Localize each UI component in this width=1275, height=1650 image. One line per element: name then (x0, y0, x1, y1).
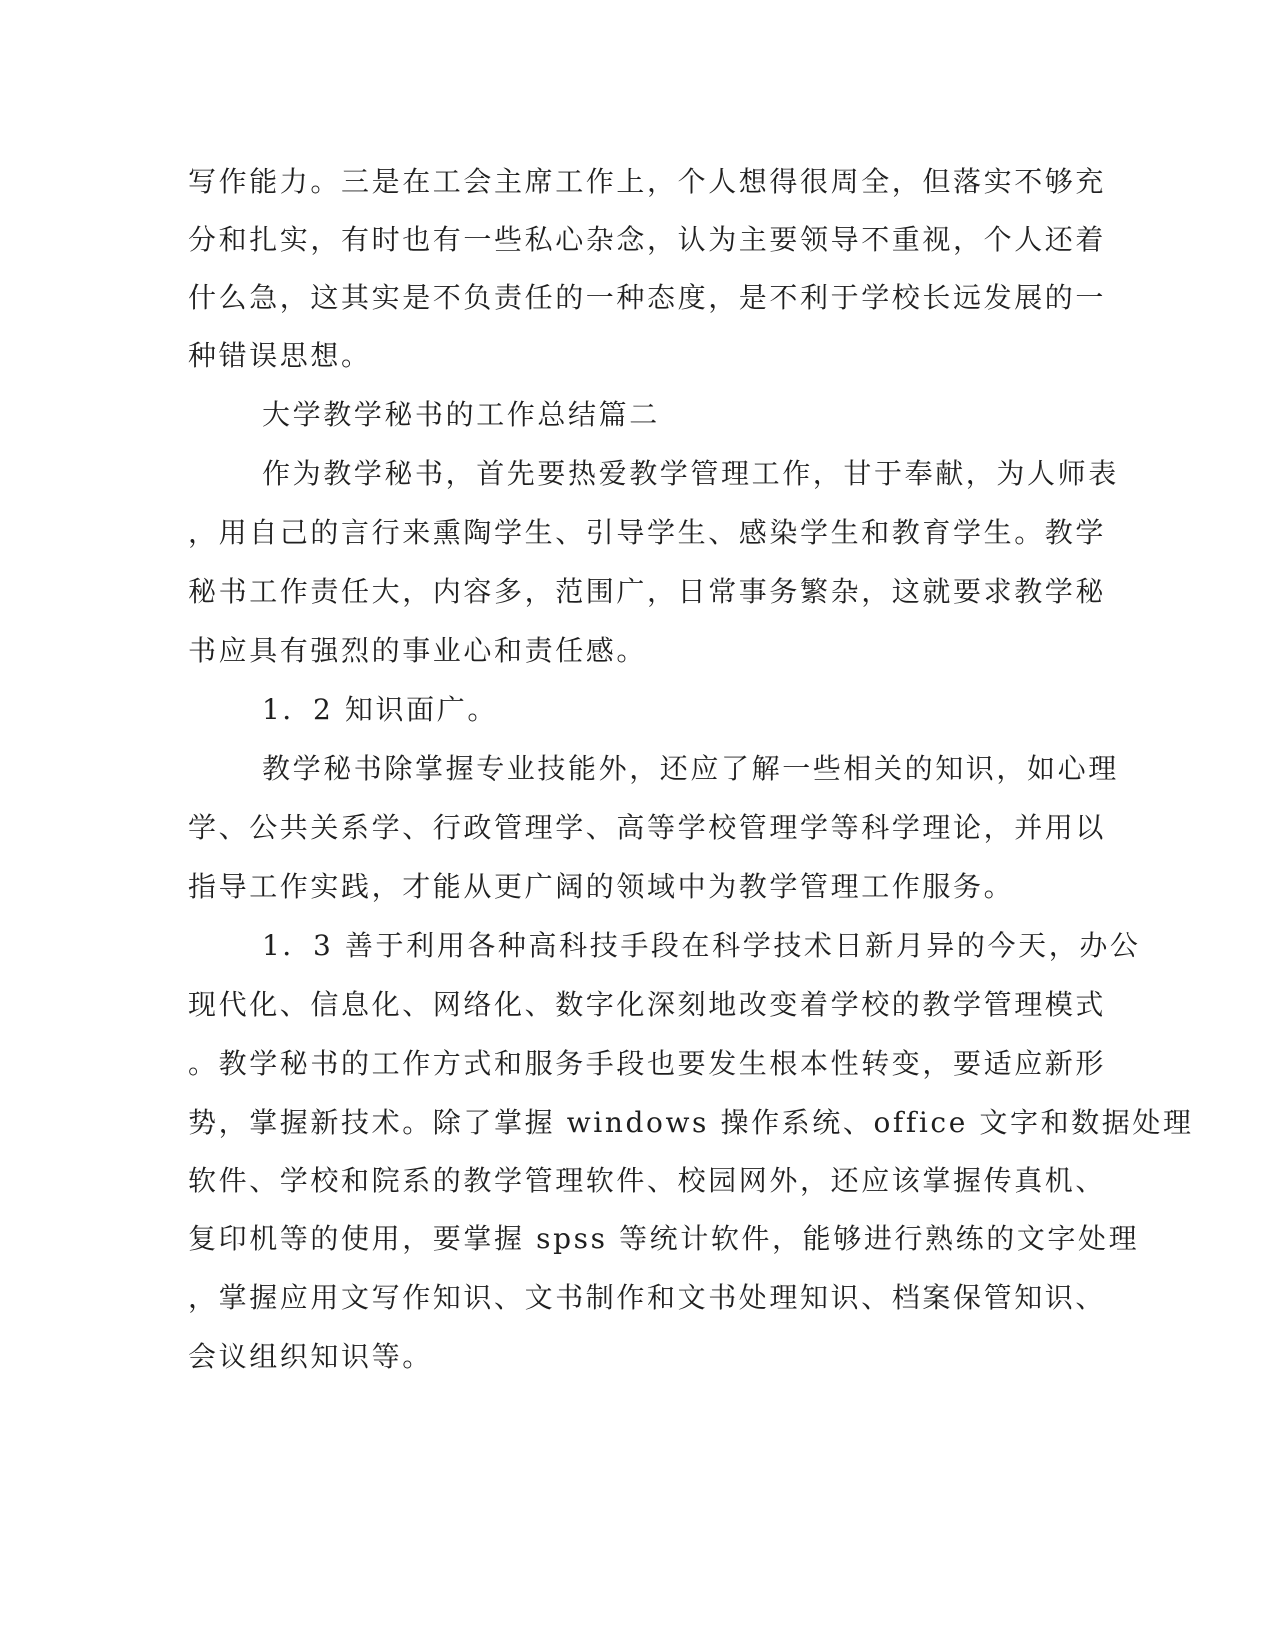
text-line-11: 教学秘书除掌握专业技能外，还应了解一些相关的知识，如心理 (262, 752, 1119, 785)
text-line-15: 现代化、信息化、网络化、数字化深刻地改变着学校的教学管理模式 (188, 988, 1107, 1021)
text-line-2: 分和扎实，有时也有一些私心杂念，认为主要领导不重视，个人还着 (188, 223, 1107, 256)
subheading-1-3: 1．3 善于利用各种高科技手段在科学技术日新月异的今天，办公 (262, 929, 1141, 962)
text-line-18: 软件、学校和院系的教学管理软件、校园网外，还应该掌握传真机、 (188, 1164, 1107, 1197)
text-line-12: 学、公共关系学、行政管理学、高等学校管理学等科学理论，并用以 (188, 811, 1107, 844)
subheading-1-2: 1．2 知识面广。 (262, 693, 498, 726)
text-line-3: 什么急，这其实是不负责任的一种态度，是不利于学校长远发展的一 (188, 281, 1107, 314)
text-line-20: ，掌握应用文写作知识、文书制作和文书处理知识、档案保管知识、 (188, 1281, 1107, 1314)
text-line-13: 指导工作实践，才能从更广阔的领域中为教学管理工作服务。 (188, 870, 1015, 903)
text-line-19: 复印机等的使用，要掌握 spss 等统计软件，能够进行熟练的文字处理 (188, 1222, 1140, 1255)
text-line-17: 势，掌握新技术。除了掌握 windows 操作系统、office 文字和数据处理 (188, 1106, 1194, 1139)
text-line-16: 。教学秘书的工作方式和服务手段也要发生根本性转变，要适应新形 (188, 1047, 1107, 1080)
text-line-9: 书应具有强烈的事业心和责任感。 (188, 634, 648, 667)
text-line-21: 会议组织知识等。 (188, 1340, 433, 1373)
text-line-8: 秘书工作责任大，内容多，范围广，日常事务繁杂，这就要求教学秘 (188, 575, 1107, 608)
section-heading: 大学教学秘书的工作总结篇二 (262, 398, 660, 431)
text-line-4: 种错误思想。 (188, 339, 372, 372)
text-line-7: ，用自己的言行来熏陶学生、引导学生、感染学生和教育学生。教学 (188, 516, 1107, 549)
text-line-6: 作为教学秘书，首先要热爱教学管理工作，甘于奉献，为人师表 (262, 457, 1119, 490)
text-line-1: 写作能力。三是在工会主席工作上，个人想得很周全，但落实不够充 (188, 165, 1107, 198)
